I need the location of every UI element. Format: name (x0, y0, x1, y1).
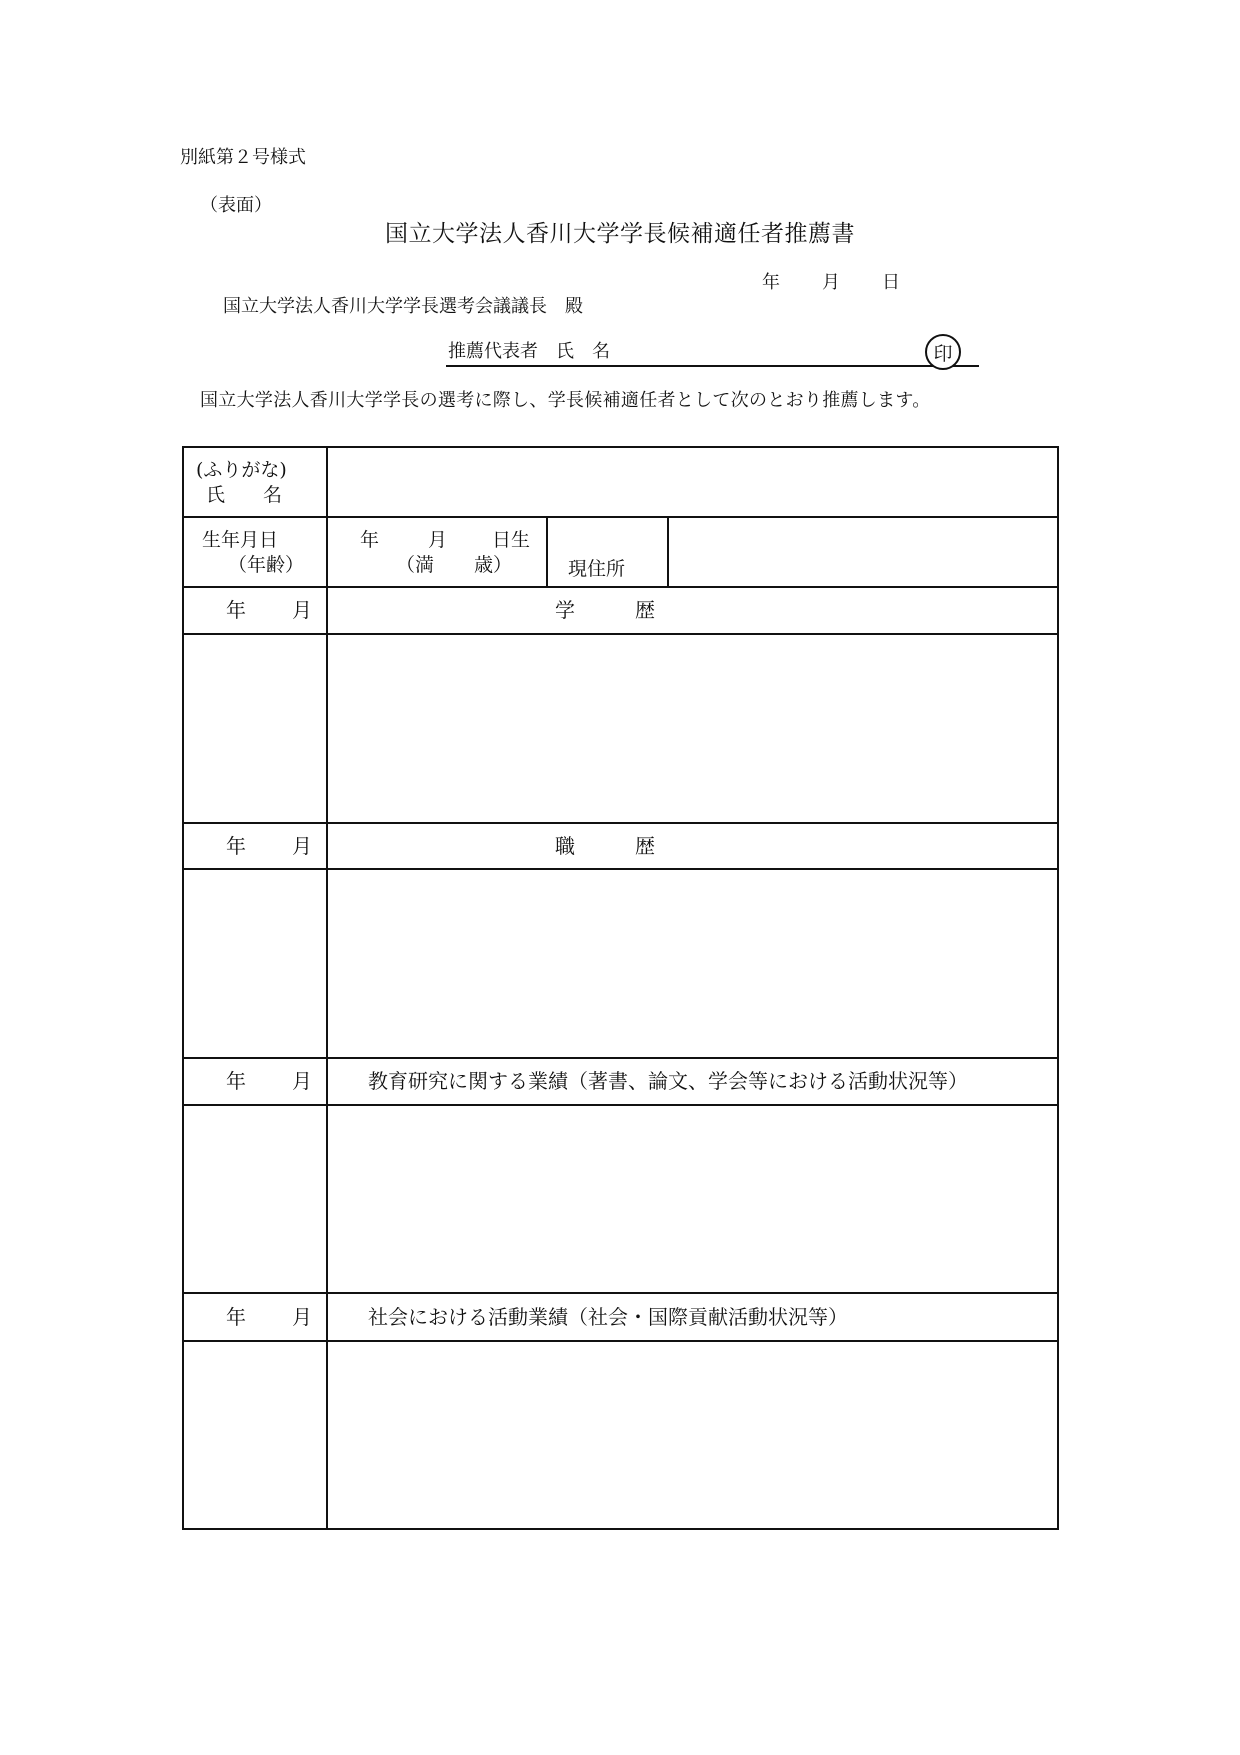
research-dates-field[interactable] (190, 1113, 320, 1285)
row-divider (183, 586, 1059, 588)
age-label: （年齢） (228, 554, 305, 576)
table-border-right (1057, 446, 1059, 1530)
row-divider (183, 1104, 1059, 1106)
social-dates-field[interactable] (190, 1349, 320, 1521)
birthdate-label: 生年月日 (202, 529, 279, 551)
year-label: 年 (226, 834, 246, 858)
side-label: （表面） (200, 195, 272, 216)
intro-paragraph: 国立大学法人香川大学学長の選考に際し、学長候補適任者として次のとおり推薦します。 (200, 390, 931, 411)
column-divider (326, 446, 328, 1530)
year-label: 年 (226, 1305, 246, 1329)
row-divider (183, 633, 1059, 635)
education-dates-field[interactable] (190, 642, 320, 814)
name-label: 氏 名 (206, 484, 283, 506)
form-number: 別紙第２号様式 (180, 147, 306, 168)
career-heading: 職 歴 (555, 834, 655, 858)
birth-month-label: 月 (428, 529, 448, 551)
row-divider (183, 1292, 1059, 1294)
recommender-label: 推薦代表者 氏 名 (448, 341, 610, 362)
date-day-label: 日 (882, 272, 900, 293)
year-label: 年 (226, 598, 246, 622)
research-achievements-heading: 教育研究に関する業績（著書、論文、学会等における活動状況等） (368, 1069, 968, 1093)
career-content-field[interactable] (336, 877, 1048, 1049)
name-field[interactable] (340, 470, 1040, 498)
table-border-left (182, 446, 184, 1530)
month-label: 月 (292, 598, 312, 622)
row-divider (183, 822, 1059, 824)
birth-year-label: 年 (360, 529, 380, 551)
row-divider (183, 1057, 1059, 1059)
column-divider (667, 516, 669, 588)
furigana-label: (ふりがな) (196, 459, 287, 481)
education-content-field[interactable] (336, 642, 1048, 814)
address-field[interactable] (680, 540, 1050, 568)
row-divider (183, 1340, 1059, 1342)
month-label: 月 (292, 1069, 312, 1093)
date-month-label: 月 (822, 272, 840, 293)
recommender-underline (446, 365, 979, 367)
addressee: 国立大学法人香川大学学長選考会議議長 殿 (223, 296, 583, 317)
seal-label: 印 (933, 342, 953, 365)
table-border-top (183, 446, 1059, 448)
social-activities-heading: 社会における活動業績（社会・国際貢献活動状況等） (368, 1305, 848, 1329)
education-heading: 学 歴 (555, 598, 655, 622)
month-label: 月 (292, 834, 312, 858)
row-divider (183, 868, 1059, 870)
month-label: 月 (292, 1305, 312, 1329)
page-title: 国立大学法人香川大学学長候補適任者推薦書 (385, 221, 855, 247)
research-content-field[interactable] (336, 1113, 1048, 1285)
age-close-label: 歳） (474, 554, 513, 576)
year-label: 年 (226, 1069, 246, 1093)
seal-stamp-icon (925, 334, 961, 370)
social-content-field[interactable] (336, 1349, 1048, 1521)
career-dates-field[interactable] (190, 877, 320, 1049)
date-line (762, 272, 900, 294)
column-divider (546, 516, 548, 588)
birth-day-label: 日生 (492, 529, 531, 551)
address-label: 現住所 (568, 558, 626, 580)
table-border-bottom (183, 1528, 1059, 1530)
date-year-label: 年 (762, 272, 780, 293)
row-divider (183, 516, 1059, 518)
age-open-label: （満 (396, 554, 435, 576)
